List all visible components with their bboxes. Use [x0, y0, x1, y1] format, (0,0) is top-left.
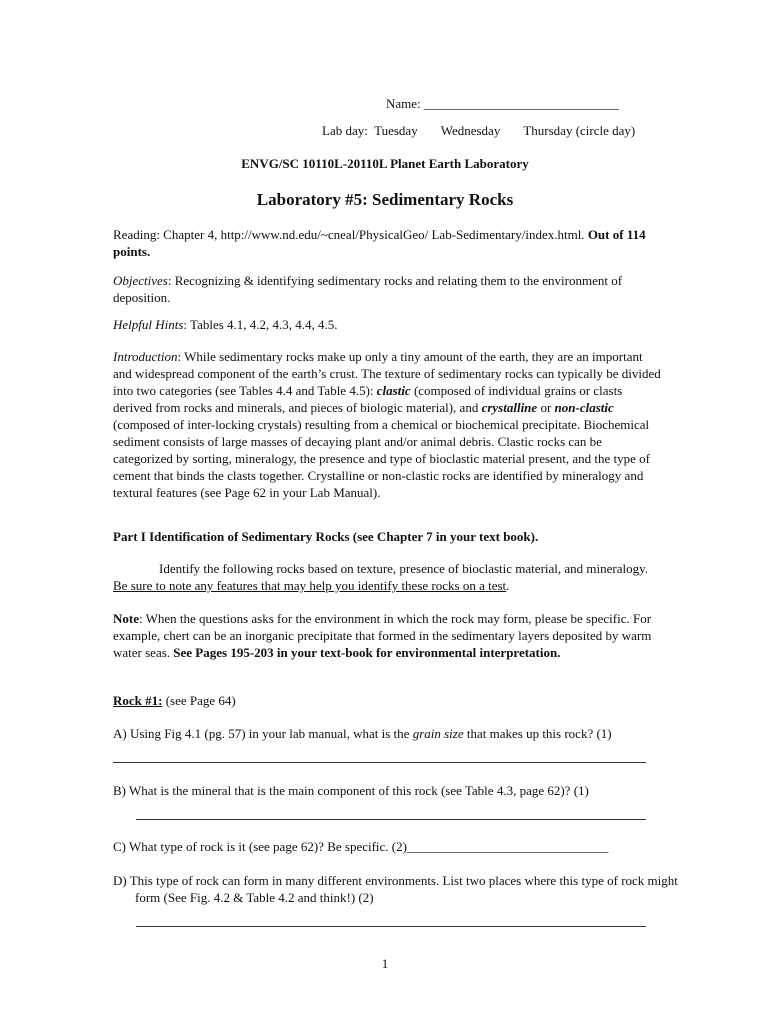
rock-1-label: Rock #1: [113, 693, 163, 708]
term-crystalline: crystalline [481, 400, 538, 415]
part-1-instruction [113, 560, 661, 594]
name-field-label: Name: ______________________________ [386, 96, 619, 111]
term-clastic: clastic [376, 383, 411, 398]
rock-1-heading [113, 692, 661, 709]
intro-text-1: : While sedimentary rocks make up only a tiny amount of the earth, they are an important and widespread component of the earth’s crust. The texture of sedimentary rocks can typically be divided into two categories (see Tables 4.4 and Table 4.5): [113, 349, 661, 398]
objectives-paragraph [113, 272, 661, 306]
note-label: Note [113, 611, 139, 626]
note-bold-text: See Pages 195-203 in your text-book for environmental interpretation. [173, 645, 561, 660]
question-a-term: grain size [412, 726, 464, 741]
question-c: C) What type of rock is it (see page 62)? Be specific. (2)_______________________________ [113, 839, 609, 854]
objectives-text: : Recognizing & identifying sedimentary rocks and relating them to the environment of deposition. [113, 273, 623, 305]
term-non-clastic: non-clastic [554, 400, 614, 415]
intro-or: or [537, 400, 555, 415]
hints-text: : Tables 4.1, 4.2, 4.3, 4.4, 4.5. [183, 317, 338, 332]
note-text: : When the questions asks for the environment in which the rock may form, please be specific. For example, chert can be an inorganic precipitate that formed in the sedimentary layers deposited by warm water seas. [113, 611, 652, 660]
lab-day-thursday: Thursday (circle day) [523, 123, 636, 138]
introduction-paragraph [113, 348, 661, 501]
reading-text: Reading: Chapter 4, http://www.nd.edu/~cneal/PhysicalGeo/ Lab-Sedimentary/index.html. [113, 227, 585, 242]
lab-day-wednesday: Wednesday [440, 123, 501, 138]
intro-text-3: (composed of inter-locking crystals) resulting from a chemical or biochemical precipitate. Biochemical sediment consists of large masses of decaying plant and/or animal debris. Clastic rocks can be categorized by sorting, mineralogy, the presence and type of bioclastic material present, and the type of cement that binds the clasts together. Crystalline or non-clastic rocks are identified by mineralogy and textural features (see Page 62 in your Lab Manual). [113, 417, 651, 500]
hints-label: Helpful Hints [113, 317, 184, 332]
answer-line-b[interactable] [136, 819, 646, 820]
intro-text-2: (composed of individual grains or clasts derived from rocks and minerals, and pieces of biologic material), and [113, 383, 623, 415]
note-paragraph [113, 610, 661, 661]
total-points: Out of 114 points. [113, 227, 646, 259]
question-a-text: A) Using Fig 4.1 (pg. 57) in your lab manual, what is the [113, 726, 413, 741]
lab-day-label: Lab day: [322, 123, 368, 138]
question-d: D) This type of rock can form in many different environments. List two places where this type of rock might form (See Fig. 4.2 & Table 4.2 and think!) (2) [113, 873, 678, 905]
instruction-underlined: Be sure to note any features that may help you identify these rocks on a test [113, 578, 507, 593]
lab-day-row [322, 122, 635, 139]
instruction-end: . [506, 578, 510, 593]
answer-line-d[interactable] [136, 926, 646, 927]
rock-1-ref: (see Page 64) [162, 693, 236, 708]
page-title: Laboratory #5: Sedimentary Rocks [256, 190, 514, 209]
intro-label: Introduction [113, 349, 178, 364]
question-b: B) What is the mineral that is the main component of this rock (see Table 4.3, page 62)? (1) [113, 783, 589, 798]
part-1-heading: Part I Identification of Sedimentary Rocks (see Chapter 7 in your text book). [113, 529, 539, 544]
hints-paragraph [113, 316, 661, 333]
page-number: 1 [381, 956, 389, 971]
course-title: ENVG/SC 10110L-20110L Planet Earth Laboratory [241, 156, 529, 171]
reading-paragraph [113, 226, 661, 260]
question-a-points: that makes up this rock? (1) [463, 726, 612, 741]
instruction-text: Identify the following rocks based on texture, presence of bioclastic material, and mineralogy. [159, 561, 649, 576]
objectives-label: Objectives [113, 273, 168, 288]
question-a [113, 725, 661, 742]
answer-line-a[interactable] [113, 762, 646, 763]
lab-day-tuesday: Tuesday [374, 123, 418, 138]
